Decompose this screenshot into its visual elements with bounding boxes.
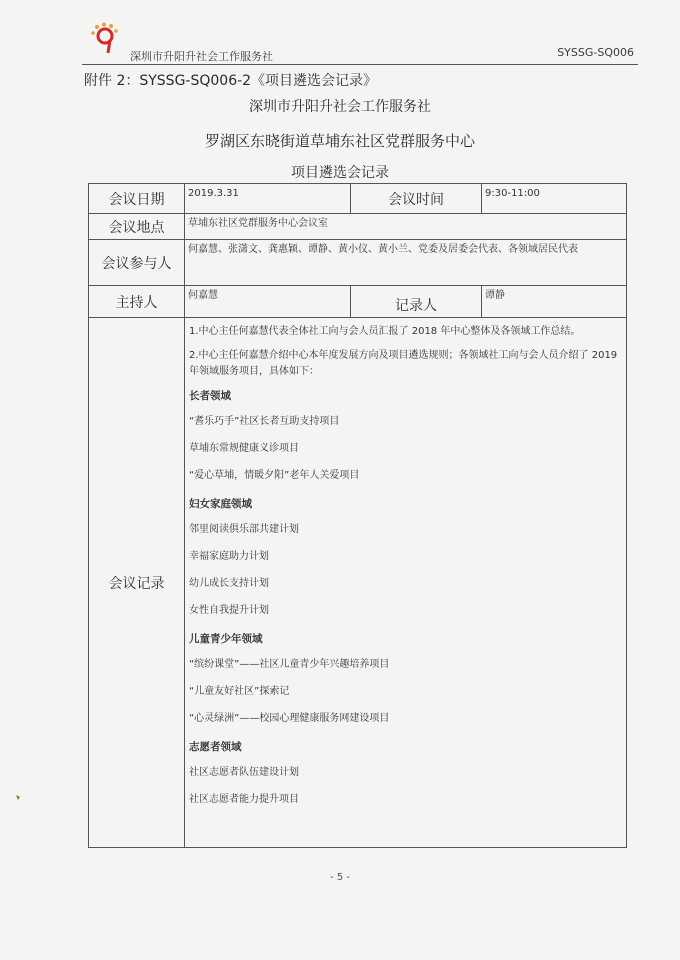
meeting-record-table bbox=[88, 183, 627, 848]
time-value: 9:30-11:00 bbox=[482, 184, 627, 214]
project-item: “儿童友好社区”探索记 bbox=[189, 686, 290, 697]
project-item: “心灵绿洲”——校园心理健康服务网建设项目 bbox=[189, 713, 390, 724]
project-item: 女性自我提升计划 bbox=[189, 605, 269, 616]
center-name: 罗湖区东晓街道草埔东社区党群服务中心 bbox=[204, 132, 475, 150]
organization-logo-icon bbox=[88, 22, 122, 56]
project-item: 邻里阅读俱乐部共建计划 bbox=[189, 524, 299, 535]
time-label: 会议时间 bbox=[351, 184, 482, 214]
place-value: 草埔东社区党群服务中心会议室 bbox=[185, 214, 627, 240]
header-doc-code: SYSSG-SQ006 bbox=[557, 46, 634, 59]
project-item: 草埔东常规健康义诊项目 bbox=[189, 443, 299, 454]
date-label: 会议日期 bbox=[89, 184, 185, 214]
section-title-elderly: 长者领域 bbox=[189, 390, 231, 402]
project-item: 幼儿成长支持计划 bbox=[189, 578, 269, 589]
participants-label: 会议参与人 bbox=[89, 240, 185, 286]
section-title-volunteers: 志愿者领域 bbox=[189, 741, 242, 753]
record-paragraph-1: 1.中心主任何嘉慧代表全体社工向与会人员汇报了 2018 年中心整体及各领域工作总结。 bbox=[189, 326, 581, 337]
header-divider bbox=[82, 64, 638, 65]
document-title: 项目遴选会记录 bbox=[291, 165, 389, 181]
records-content bbox=[185, 318, 627, 848]
project-item: 幸福家庭助力计划 bbox=[189, 551, 269, 562]
participants-value: 何嘉慧、张潇文、龚惠颖、谭静、黄小仪、黄小兰、党委及居委会代表、各领域居民代表 bbox=[185, 240, 627, 286]
page-number: - 5 - bbox=[330, 872, 350, 883]
project-item: 社区志愿者队伍建设计划 bbox=[189, 767, 299, 778]
section-title-youth: 儿童青少年领域 bbox=[189, 633, 263, 645]
header-org-name: 深圳市升阳升社会工作服务社 bbox=[130, 50, 273, 63]
project-item: 社区志愿者能力提升项目 bbox=[189, 794, 299, 805]
recorder-label: 记录人 bbox=[351, 286, 482, 318]
org-name: 深圳市升阳升社会工作服务社 bbox=[249, 99, 431, 115]
host-label: 主持人 bbox=[89, 286, 185, 318]
project-item: “爱心草埔，情暖夕阳”老年人关爱项目 bbox=[189, 470, 360, 481]
scan-speck-icon bbox=[14, 792, 24, 802]
host-value: 何嘉慧 bbox=[185, 286, 351, 318]
place-label: 会议地点 bbox=[89, 214, 185, 240]
records-label: 会议记录 bbox=[89, 318, 185, 848]
recorder-value: 谭静 bbox=[482, 286, 627, 318]
attachment-line: 附件 2：SYSSG-SQ006-2《项目遴选会记录》 bbox=[84, 73, 378, 89]
date-value: 2019.3.31 bbox=[185, 184, 351, 214]
project-item: “耆乐巧手”社区长者互助支持项目 bbox=[189, 416, 340, 427]
record-paragraph-2: 2.中心主任何嘉慧介绍中心本年度发展方向及项目遴选规则；各领域社工向与会人员介绍了 2019 年领域服务项目，具体如下： bbox=[189, 350, 618, 377]
section-title-women-family: 妇女家庭领域 bbox=[189, 498, 252, 510]
project-item: “缤纷课堂”——社区儿童青少年兴趣培养项目 bbox=[189, 659, 390, 670]
